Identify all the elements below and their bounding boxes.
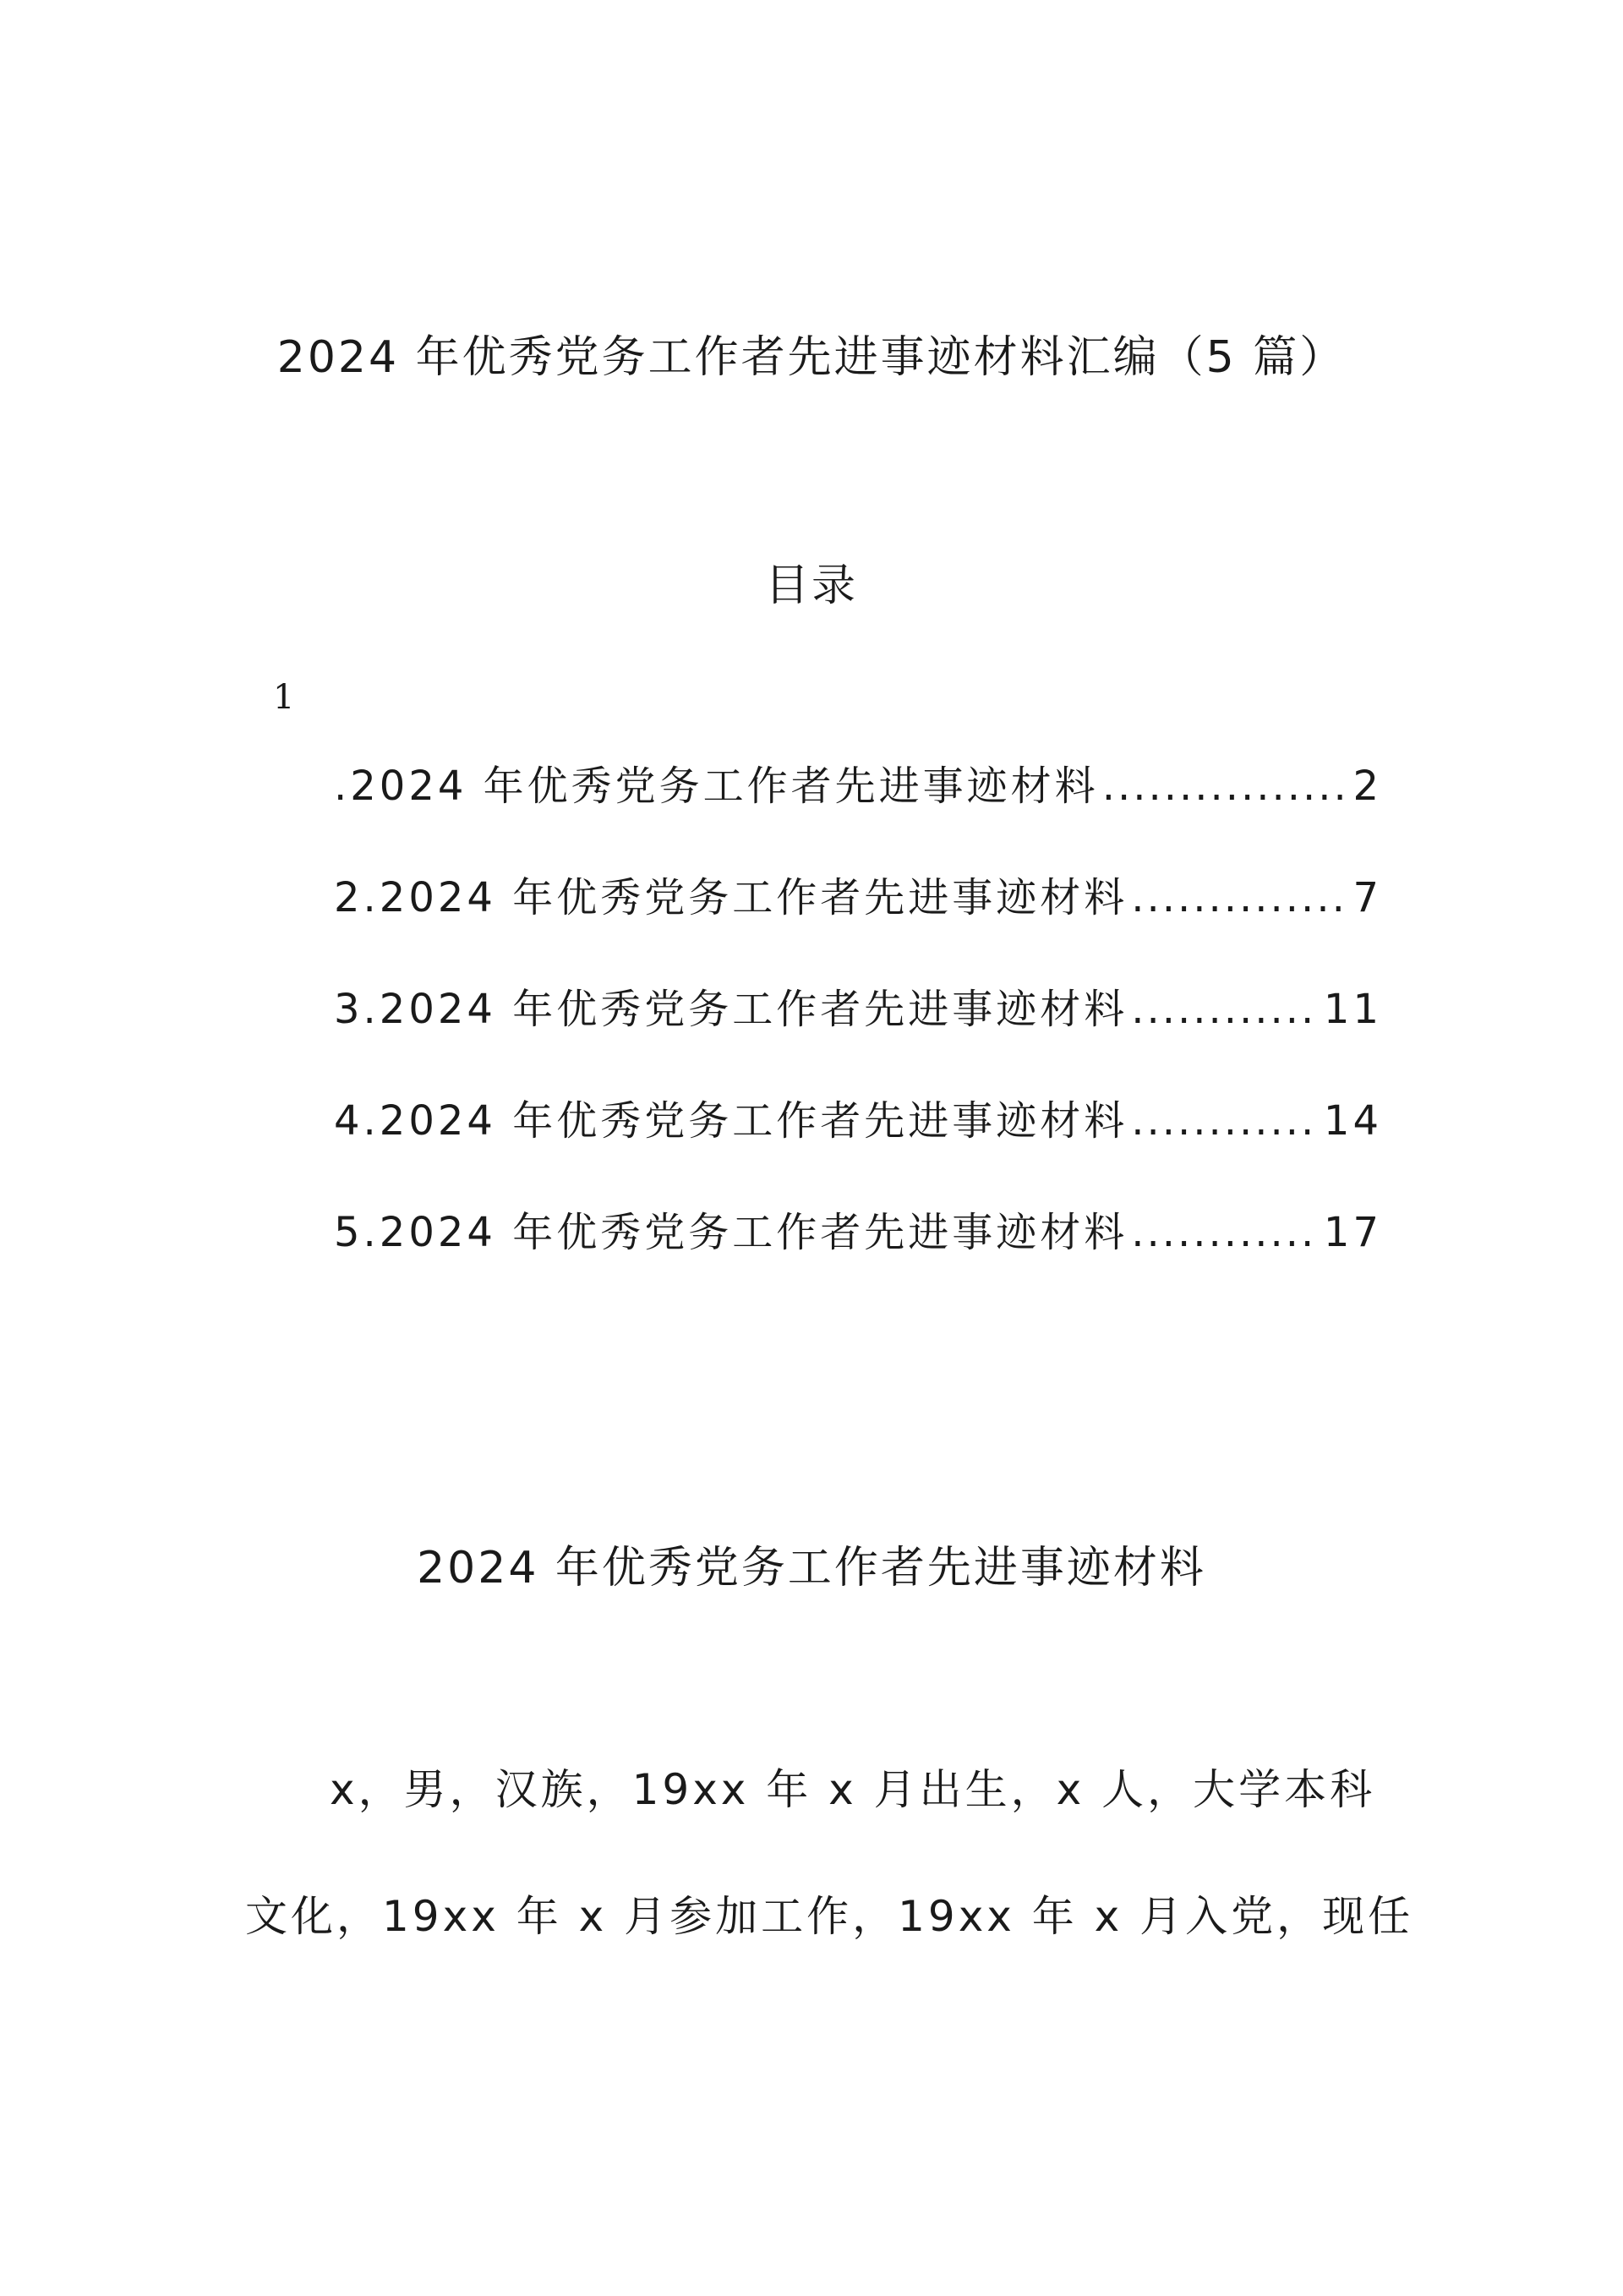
toc-dot-leader xyxy=(1131,980,1320,1039)
body-paragraph-line-2: 文化，19xx 年 x 月参加工作，19xx 年 x 月入党，现任 xyxy=(245,1892,1414,1941)
toc-entry-1[interactable] xyxy=(334,757,1382,868)
body-paragraph-line-1: x，男，汉族，19xx 年 x 月出生，x 人，大学本科 xyxy=(330,1765,1376,1814)
toc-entry-title: 4.2024 年优秀党务工作者先进事迹材料 xyxy=(334,1097,1128,1145)
toc-dot-leader xyxy=(1102,757,1350,816)
document-title: 2024 年优秀党务工作者先进事迹材料汇编（5 篇） xyxy=(276,332,1347,383)
toc-entry-page: 17 xyxy=(1323,1209,1382,1256)
toc-entry-page: 2 xyxy=(1352,763,1382,810)
page-number-marker: 1 xyxy=(273,678,295,717)
toc-heading: 目录 xyxy=(764,560,858,611)
toc-entry-title: 3.2024 年优秀党务工作者先进事迹材料 xyxy=(334,986,1128,1033)
toc-entry-title: .2024 年优秀党务工作者先进事迹材料 xyxy=(334,763,1099,810)
toc-dot-leader xyxy=(1131,1203,1320,1262)
toc-entry-4[interactable] xyxy=(334,1091,1382,1203)
toc-entry-page: 14 xyxy=(1323,1097,1382,1145)
toc-entry-title: 5.2024 年优秀党务工作者先进事迹材料 xyxy=(334,1209,1128,1256)
toc-entry-page: 7 xyxy=(1352,874,1382,921)
toc-entry-title: 2.2024 年优秀党务工作者先进事迹材料 xyxy=(334,874,1128,921)
section-title: 2024 年优秀党务工作者先进事迹材料 xyxy=(417,1543,1206,1594)
toc-dot-leader xyxy=(1131,1091,1320,1151)
toc-entry-3[interactable] xyxy=(334,980,1382,1091)
toc-entry-page: 11 xyxy=(1323,986,1382,1033)
toc-dot-leader xyxy=(1131,868,1349,927)
toc-entry-2[interactable] xyxy=(334,868,1382,980)
toc-entry-5[interactable] xyxy=(334,1203,1382,1315)
table-of-contents xyxy=(334,757,1382,1315)
